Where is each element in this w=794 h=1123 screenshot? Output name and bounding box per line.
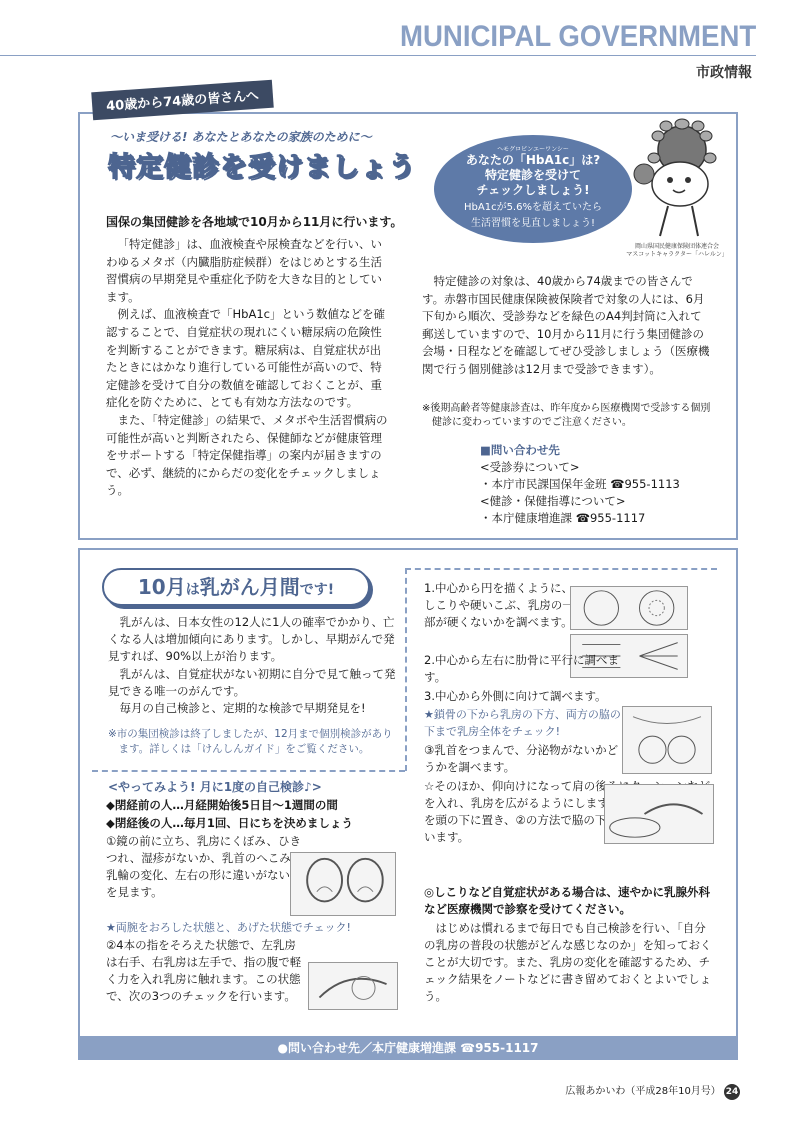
callout-line3: チェックしましょう! <box>476 183 590 197</box>
dash-top-right <box>405 568 717 570</box>
contact-sub1: <受診券について> <box>480 460 580 474</box>
self-exam-star1: ★両腕をおろした状態と、あげた状態でチェック! <box>106 921 351 934</box>
feature-subhead: 国保の集団健診を各地域で10月から11月に行います。 <box>106 215 403 229</box>
cancer-contact-bar: ●問い合わせ先／本庁健康増進課 ☎955-1117 <box>78 1036 738 1060</box>
cancer-title-part1: 10月 <box>137 575 186 599</box>
header-rule <box>0 55 756 56</box>
dash-horizontal <box>92 770 405 772</box>
page-footer <box>565 1082 740 1100</box>
lying-check-illustration <box>604 784 714 844</box>
mascot-caption-name: マスコットキャラクター「ハレルン」 <box>626 251 728 258</box>
self-exam-step3: ③乳首をつまんで、分泌物がないかどうかを調べます。 <box>424 743 619 774</box>
hba1c-furigana: ヘモグロビンエーワンシー <box>497 146 569 153</box>
mascot-illustration <box>630 118 730 243</box>
cancer-title-part3: 乳がん月間 <box>199 575 300 599</box>
feature-title: 特定健診を受けましょう <box>108 152 416 183</box>
feature-contact <box>480 442 730 527</box>
contact-line1: ・本庁市民課国保年金班 ☎955-1113 <box>480 477 680 491</box>
symptom-warning: ◎しこりなど自覚症状がある場合は、速やかに乳腺外科など医療機関で診察を受けてください。 <box>424 885 711 916</box>
contact-sub2: <健診・保健指導について> <box>480 494 626 508</box>
check-2: 2.中心から左右に肋骨に平行に調べます。 <box>424 653 619 684</box>
cancer-note: ※市の集団検診は終了しましたが、12月まで個別検診があります。詳しくは「けんしんガイド」をご覧ください。 <box>108 728 393 755</box>
mascot-caption <box>618 243 736 259</box>
feature-tagline: ～いま受ける! あなたとあなたの家族のために～ <box>110 130 372 144</box>
callout-line2: 特定健診を受けて <box>484 168 581 182</box>
section-label: 市政情報 <box>696 65 752 81</box>
check-3: 3.中心から外側に向けて調べます。 <box>424 689 607 703</box>
postmenopause-rule: ◆閉経後の人…毎月1回、日にちを決めましょう <box>106 816 353 830</box>
callout-line4: HbA1cが5.6%を超えていたら <box>464 202 602 213</box>
feature-body-left <box>106 236 388 500</box>
palpation-illustration <box>308 962 398 1010</box>
cancer-title-part4: です! <box>299 582 335 598</box>
target-ribbon: 40歳から74歳の皆さんへ <box>91 80 273 121</box>
self-exam-step2: ②4本の指をそろえた状態で、左乳房は右手、右乳房は左手で、指の腹で軽く力を入れ乳房に触れます。この状態で、次の3つのチェックを行います。 <box>106 938 302 1003</box>
self-exam-star2: ★鎖骨の下から乳房の下方、両方の脇の下まで乳房全体をチェック! <box>424 708 621 738</box>
feature-para4: 特定健診の対象は、40歳から74歳までの皆さんです。赤磐市国民健康保険被保険者で対象の人には、6月下旬から順次、受診券などを緑色のA4判封筒に入れて郵送していますので、10月から11月に行う集団健診の会場・日程などを確認してぜひ受診しましょう（医療機関で行う個別健診は12月まで受診できます）。 <box>422 274 710 376</box>
contact-line2: ・本庁健康増進課 ☎955-1117 <box>480 511 646 525</box>
self-exam-closing: はじめは慣れるまで毎日でも自己検診を行い、「自分の乳房の普段の状態がどんな感じなのか」を知っておくことが大切です。また、乳房の変化を確認するため、チェック結果をノートなどに書き留めておくとよいでしょう。 <box>424 921 712 1003</box>
dash-vertical <box>405 568 407 771</box>
feature-para1: 「特定健診」は、血液検査や尿検査などを行い、いわゆるメタボ（内臓脂肪症候群）をはじめとする生活習慣病の早期発見や重症化予防を大きな目的としています。 <box>106 237 382 304</box>
premenopause-rule: ◆閉経前の人…月経開始後5日目～1週間の間 <box>106 798 338 812</box>
collarbone-illustration <box>622 706 712 774</box>
feature-para3: また、「特定健診」の結果で、メタボや生活習慣病の可能性が高いと判断されたら、保健師などが健康管理をサポートする「特定保健指導」の案内が届きますので、必ず、継続的にからだの変化をチェックしましょう。 <box>106 412 388 498</box>
hba1c-callout <box>434 135 632 243</box>
publication-label: 広報あかいわ（平成28年10月号） <box>565 1086 721 1097</box>
self-exam-step1: ①鏡の前に立ち、乳房にくぼみ、ひきつれ、湿疹がないか、乳首のへこみ、乳輪の変化、左右の形に違いがないかを見ます。 <box>106 834 303 899</box>
header-title: MUNICIPAL GOVERNMENT <box>399 20 756 53</box>
cancer-para1: 乳がんは、日本女性の12人に1人の確率でかかり、亡くなる人は増加傾向にあります。しかし、早期がんで発見すれば、90%以上が治ります。 <box>108 615 395 664</box>
feature-note: ※後期高齢者等健康診査は、昨年度から医療機関で受診する個別健診に変わっていますのでご注意ください。 <box>422 403 711 428</box>
self-exam-heading: <やってみよう! 月に1度の自己検診♪> <box>108 780 322 794</box>
mirror-check-illustration <box>290 852 396 916</box>
cancer-month-title <box>102 568 370 606</box>
feature-para2: 例えば、血液検査で「HbA1c」という数値などを確認することで、自覚症状の現れにくい糖尿病の危険性を判断することができます。糖尿病は、自覚症状が出たときにはかなり進行している可能性が高いので、特定健診を受けて自分の数値を確認しておくことが、重症化を防ぐために、とても有効な方法なのです。 <box>106 307 385 410</box>
callout-line5: 生活習慣を見直しましょう! <box>470 218 595 229</box>
check-1: 1.中心から円を描くように、しこりや硬いこぶ、乳房の一部が硬くないかを調べます。 <box>424 581 574 629</box>
cancer-title-part2: は <box>185 582 200 598</box>
page-number: 24 <box>724 1084 740 1100</box>
cancer-intro <box>108 614 398 717</box>
circle-method-illustration <box>570 586 688 630</box>
cancer-para2: 乳がんは、自覚症状がない初期に自分で見て触って発見できる唯一のがんです。 <box>108 666 396 698</box>
contact-heading: ■問い合わせ先 <box>480 443 560 457</box>
mascot-caption-org: 岡山県国民健康保険団体連合会 <box>634 243 719 250</box>
cancer-para3: 毎月の自己検診と、定期的な検診で早期発見を! <box>119 701 366 716</box>
callout-line1: あなたの「HbA1c」は? <box>465 153 601 167</box>
self-exam-step4: ☆そのほか、仰向けになって肩の後ろにクッションなどを入れ、乳房を広がるようにします。さわる乳房側の手を頭の下に置き、②の方法で脇の下を伸ばした状態で行います。 <box>424 779 712 844</box>
